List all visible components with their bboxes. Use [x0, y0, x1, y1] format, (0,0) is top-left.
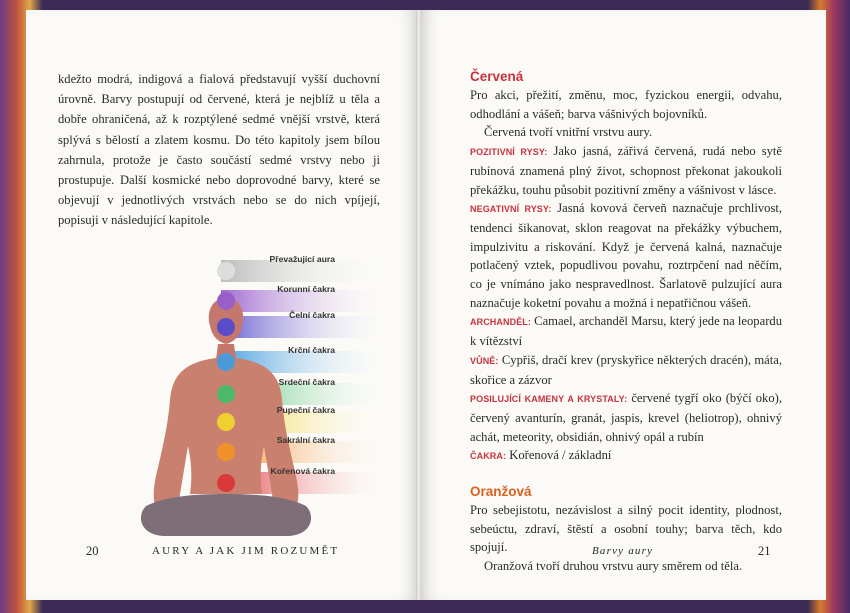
positive-traits-label: POZITIVNÍ RYSY: [470, 147, 548, 158]
fragrances-text: Cypřiš, dračí krev (pryskyřice některých dracén), máta, skořice a zázvor [470, 352, 782, 387]
stones [470, 389, 782, 446]
left-running-head: AURY A JAK JIM ROZUMĚT [152, 545, 340, 557]
heading-oranzova: Oranžová [470, 484, 532, 500]
chakra-text: Kořenová / základní [506, 448, 612, 463]
right-running-head: Barvy aury [592, 545, 654, 557]
negative-traits-text: Jasná kovová červeň naznačuje prchlivost, tendenci šikanovat, sklon reagovat na překážky výbuchem, impulzivitu a riskování. Když je červená kalná, naznačuje potlačený vztek, popudlivou povahu, roztrpčení nad něčím, co je vnímáno jako nespravedlnost. Šarlatově pulzující aura naznačuje koketní povahu a možná i nepatřičnou vášeň. [470, 201, 782, 310]
archangel [470, 312, 782, 350]
fragrances [470, 351, 782, 389]
chakra-label: ČAKRA: [470, 451, 507, 462]
label-prevazujici-aura: Převažující aura [269, 254, 335, 264]
cervena-layer: Červená tvoří vnitřní vrstvu aury. [484, 125, 653, 140]
negative-traits-label: NEGATIVNÍ RYSY: [470, 204, 552, 215]
heading-cervena: Červená [470, 69, 524, 84]
label-korunni-cakra: Korunní čakra [277, 284, 335, 294]
negative-traits [470, 199, 782, 312]
label-sakralni-cakra: Sakrální čakra [276, 435, 335, 445]
positive-traits-text: Jako jasná, zářivá červená, rudá nebo sytě rubínová znamená plný život, schopnost překonat jakoukoli překážku, touhu působit pozitivní změny a vášnivost v lásce. [470, 144, 782, 197]
right-page-number: 21 [758, 544, 771, 558]
archangel-text: Camael, archanděl Marsu, který jede na leopardu k vítězství [470, 314, 782, 349]
oranzova-layer: Oranžová tvoří druhou vrstvu aury směrem od těla. [484, 559, 743, 574]
left-body-text: kdežto modrá, indigová a fialová představují vyšší duchovní úrovně. Barvy postupují od červené, která je nejblíž u těla a dobře ohraničená, až k rozptýlené sedmé vnější vrstvě, která splývá s bělostí a zlatem kosmu. Do této kapitoly jsem bílou zahrnula, protože je často součástí sedmé vrstvy nebo ji prostupuje. Další kosmické nebo doprovodné barvy, které se objevují v jednotlivých vrstvách nebo se do nich vpíjejí, popisuji v následující kapitole. [58, 72, 380, 228]
oranzova-intro: Pro sebejistotu, nezávislost a silný pocit identity, plodnost, sebeúctu, zdraví, štěstí a osobní touhy; barva těch, kdo spojují. [470, 503, 782, 555]
label-srdecni-cakra: Srdeční čakra [278, 377, 335, 387]
positive-traits [470, 142, 782, 199]
cervena-intro: Pro akci, přežití, změnu, moc, fyzickou energii, odvahu, odhodlání a vášeň; barva vášnivých bojovníků. [470, 88, 782, 121]
right-text-block [470, 67, 782, 576]
chakra [470, 446, 782, 466]
left-paragraph [58, 69, 380, 231]
left-page-number: 20 [86, 544, 99, 558]
archangel-label: ARCHANDĚL: [470, 317, 531, 328]
label-krcni-cakra: Krční čakra [288, 345, 335, 355]
label-pupecni-cakra: Pupeční čakra [276, 405, 335, 415]
label-korenova-cakra: Kořenová čakra [270, 466, 335, 476]
label-celni-cakra: Čelní čakra [289, 310, 335, 320]
stones-text: červené tygří oko (býčí oko), červený avanturín, granát, jaspis, krevel (heliotrop), ohnivý achát, meteority, obsidián, ohnivý opál a rubín [470, 391, 782, 444]
stones-label: POSILUJÍCÍ KAMENY A KRYSTALY: [470, 394, 628, 405]
fragrances-label: VŮNĚ: [470, 355, 499, 366]
